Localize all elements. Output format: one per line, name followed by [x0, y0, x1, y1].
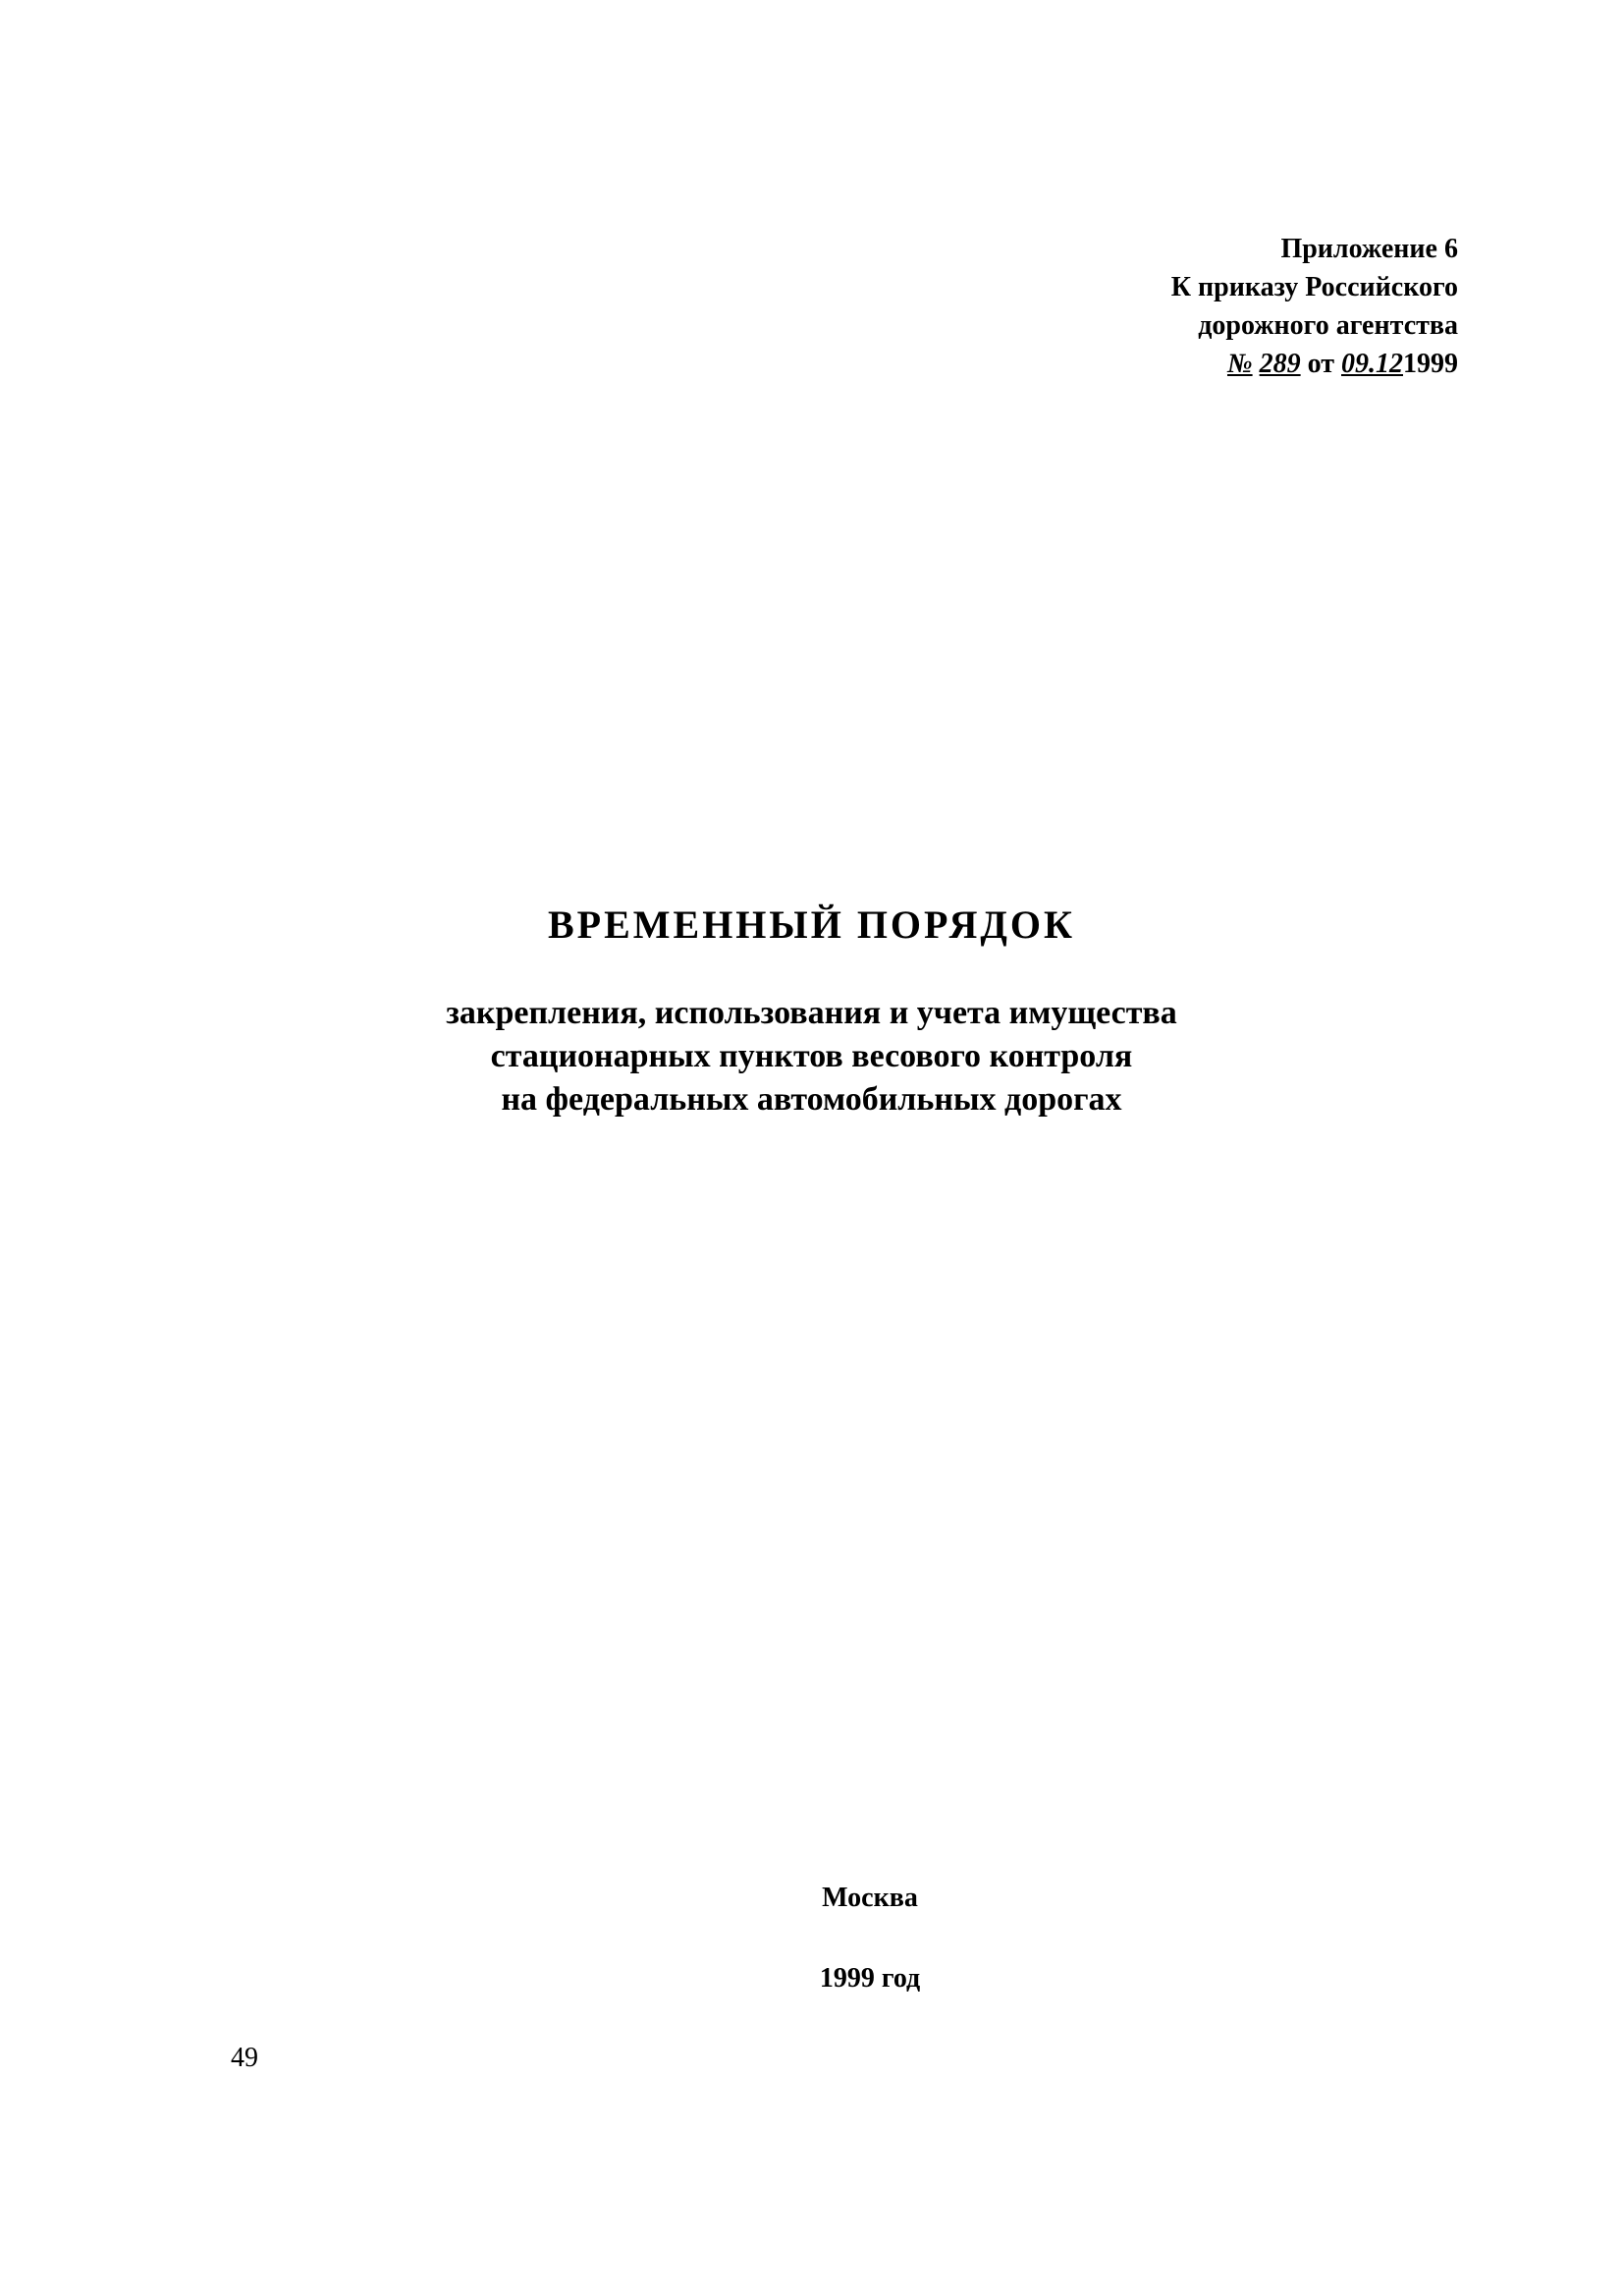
date-word: от [1307, 349, 1334, 379]
agency-name: дорожного агентства [1198, 310, 1458, 341]
document-subtitle [0, 992, 1623, 1121]
order-year: 1999 [1403, 349, 1458, 379]
subtitle-line-1: закрепления, использования и учета имущества [446, 995, 1177, 1031]
document-title: ВРЕМЕННЫЙ ПОРЯДОК [547, 902, 1076, 947]
page-number: 49 [231, 2043, 258, 2073]
order-reference: К приказу Российского [1170, 272, 1458, 302]
number-sign: № [1226, 349, 1253, 379]
appendix-label: Приложение 6 [1280, 234, 1458, 264]
order-number: 289 [1259, 349, 1301, 379]
order-number-line [1171, 345, 1458, 383]
appendix-reference [1171, 230, 1458, 383]
subtitle-line-3: на федеральных автомобильных дорогах [501, 1081, 1122, 1118]
city: Москва [822, 1883, 918, 1913]
year: 1999 год [819, 1963, 921, 1994]
subtitle-line-2: стационарных пунктов весового контроля [490, 1038, 1133, 1074]
order-date: 09.12 [1341, 349, 1403, 379]
